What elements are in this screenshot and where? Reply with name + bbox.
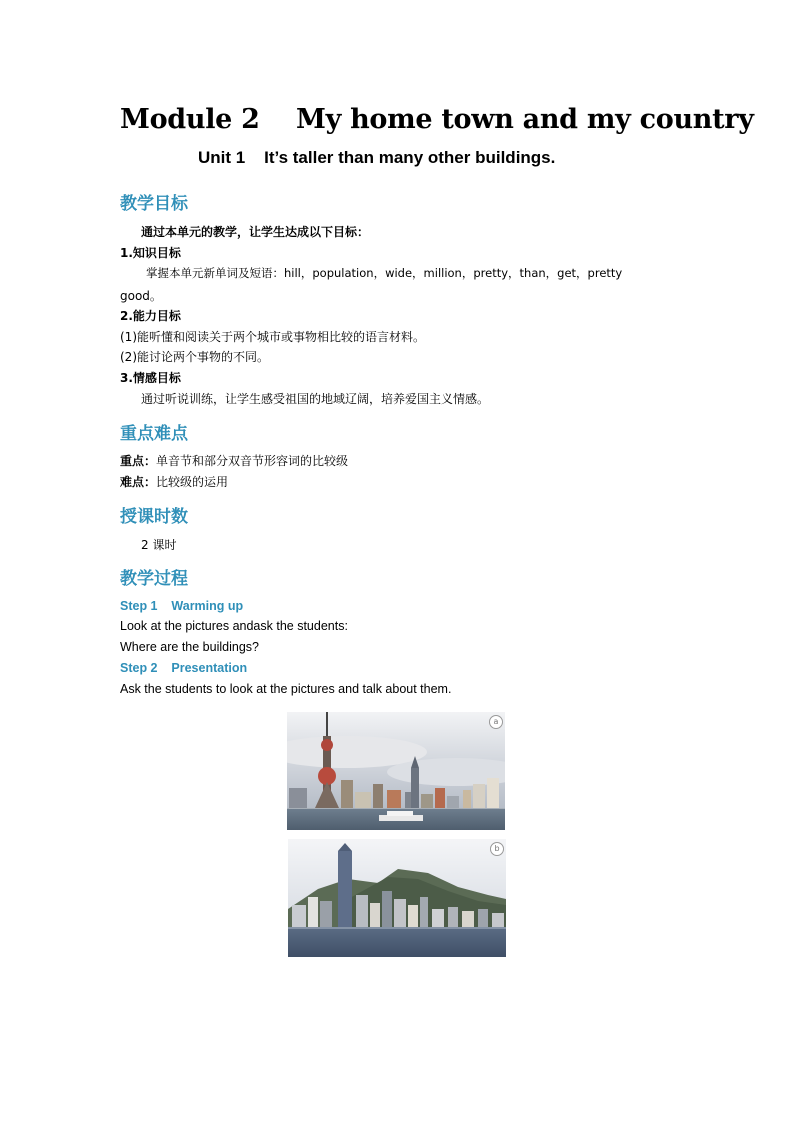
hours-heading: 授课时数	[120, 507, 188, 527]
photo-b-badge: b	[490, 842, 504, 856]
knowledge-text-1: 掌握本单元新单词及短语：hill，population，wide，million，pretty，than，get，pretty	[146, 266, 623, 280]
process-heading: 教学过程	[120, 569, 188, 589]
step1-line2: Where are the buildings?	[120, 640, 259, 654]
shanghai-skyline-photo	[287, 712, 505, 830]
difficulty-text: 比较级的运用	[156, 475, 229, 489]
photo-a-badge: a	[489, 715, 503, 729]
ability-item-2: (2)能讨论两个事物的不同。	[120, 350, 269, 364]
knowledge-label: 1.知识目标	[120, 246, 181, 260]
unit-subtitle: Unit 1 It’s taller than many other buildings.	[198, 148, 556, 167]
objectives-heading: 教学目标	[120, 194, 188, 214]
emotion-text: 通过听说训练，让学生感受祖国的地域辽阔，培养爱国主义情感。	[141, 392, 490, 406]
ability-label: 2.能力目标	[120, 309, 181, 323]
keypoint-row	[120, 452, 348, 469]
keypoint-text: 单音节和部分双音节形容词的比较级	[156, 454, 349, 468]
step1-line1: Look at the pictures andask the students:	[120, 619, 348, 633]
hongkong-skyline-image	[288, 839, 506, 957]
keypoint-label: 重点：	[120, 454, 157, 468]
shanghai-skyline-image	[287, 712, 505, 830]
difficulty-row	[120, 473, 228, 490]
knowledge-text-2: good。	[120, 289, 162, 303]
hours-text: 2 课时	[141, 538, 177, 552]
difficulty-label: 难点：	[120, 475, 157, 489]
step2-line1: Ask the students to look at the pictures and talk about them.	[120, 682, 452, 696]
step2-title: Step 2 Presentation	[120, 661, 248, 675]
module-title: Module 2 My home town and my country	[120, 104, 754, 135]
objectives-intro: 通过本单元的教学，让学生达成以下目标：	[141, 225, 370, 239]
keypoints-heading: 重点难点	[120, 424, 188, 444]
ability-item-1: (1)能听懂和阅读关于两个城市或事物相比较的语言材料。	[120, 330, 426, 344]
hongkong-skyline-photo	[288, 839, 506, 957]
step1-title: Step 1 Warming up	[120, 599, 244, 613]
emotion-label: 3.情感目标	[120, 371, 181, 385]
